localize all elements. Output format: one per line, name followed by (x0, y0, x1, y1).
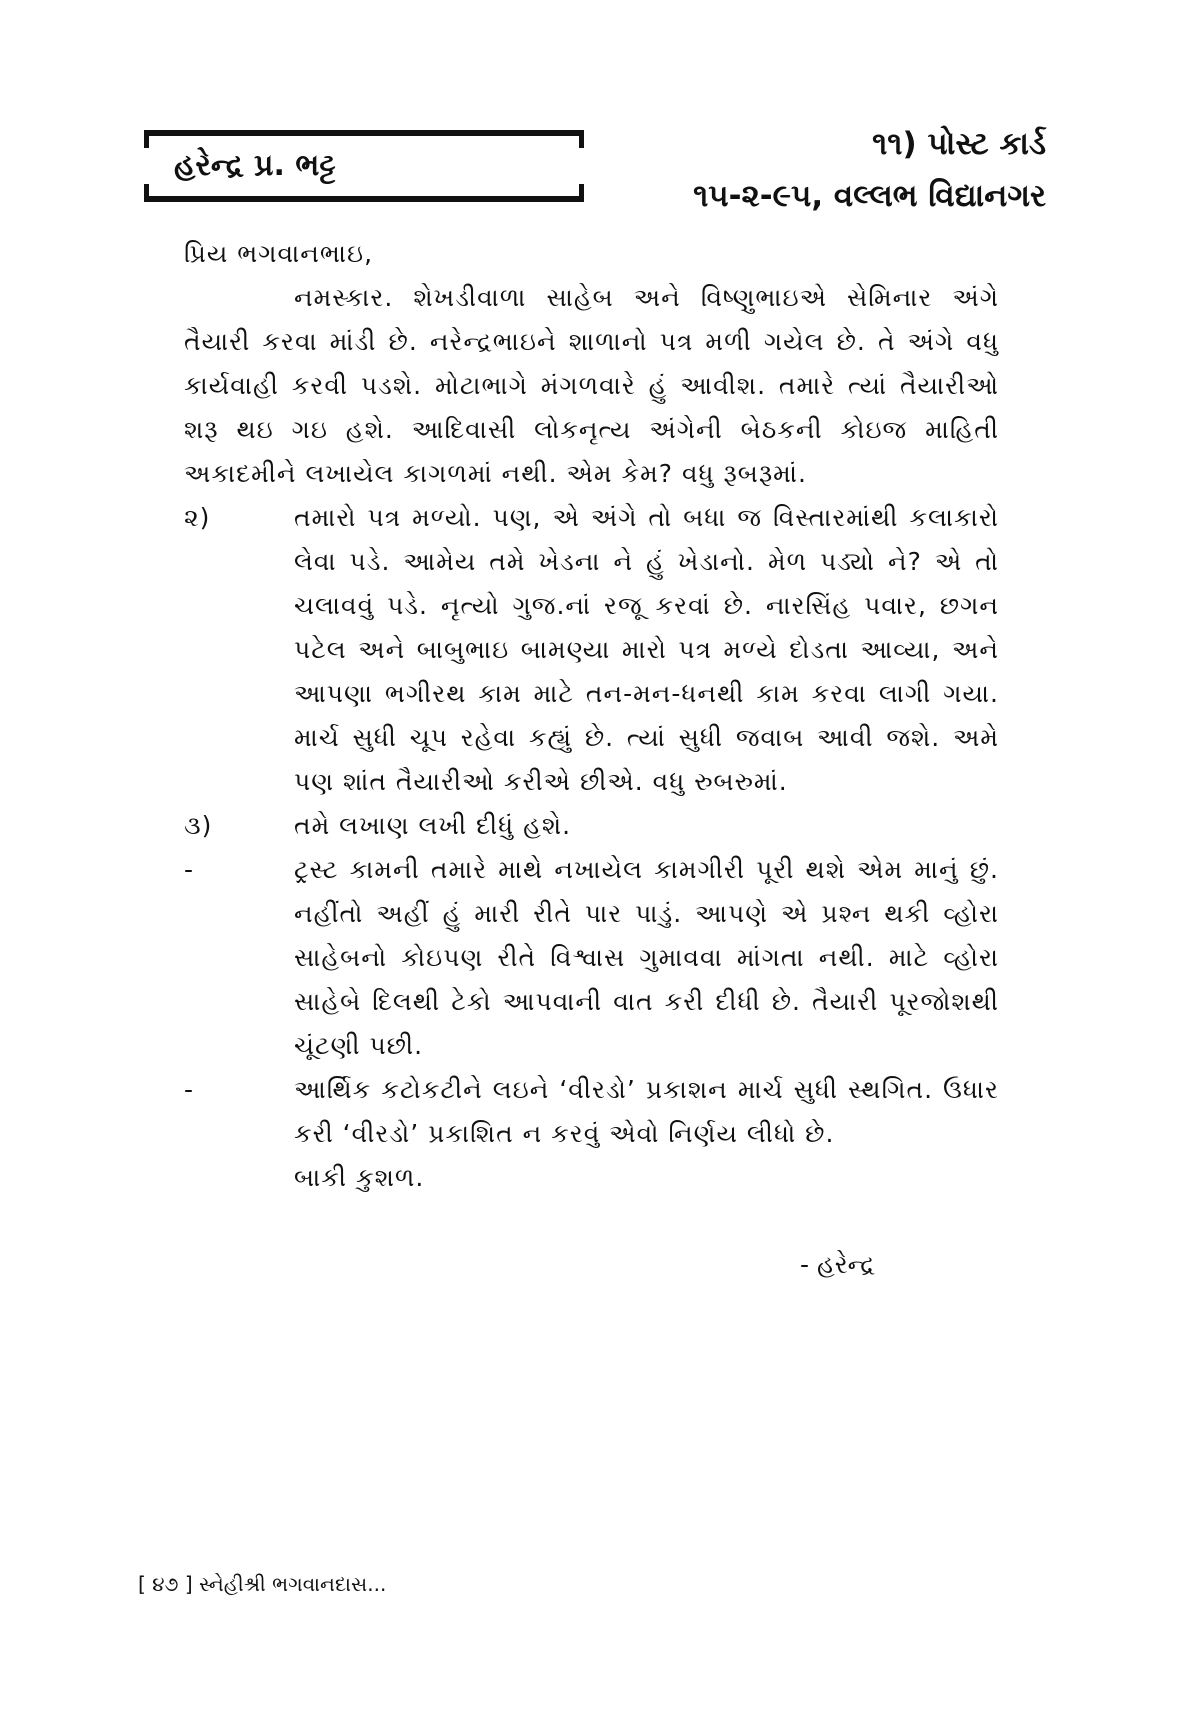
item-number: ૨) (184, 503, 211, 532)
letter-title: ૧૧) પોસ્ટ કાર્ડ (872, 126, 1046, 162)
author-box-top-rule (144, 130, 584, 136)
numbered-item (184, 496, 999, 804)
salutation: પ્રિય ભગવાનભાઇ, (184, 239, 374, 268)
letter-header (693, 118, 1046, 222)
numbered-item (184, 804, 999, 848)
bullet-dash: - (184, 855, 195, 884)
signature: - હરેન્દ્ર (800, 1250, 875, 1279)
page-footer: [ ૪૭ ] સ્નેહીશ્રી ભગવાનદાસ... (138, 1572, 387, 1596)
bullet-item (184, 848, 999, 1068)
item-text: તમે લખાણ લખી દીધું હશે. (294, 811, 572, 840)
letter-body (184, 232, 999, 1200)
author-box (144, 130, 584, 202)
author-box-corner (144, 130, 149, 148)
bullet-dash: - (184, 1075, 195, 1104)
author-box-corner (579, 130, 584, 148)
author-name: હરેન્દ્ર પ્ર. ભટ્ટ (174, 148, 336, 183)
item-text: તમારો પત્ર મળ્યો. પણ, એ અંગે તો બધા જ વિસ્તારમાંથી કલાકારો લેવા પડે. આમેય તમે ખેડના ને હું ખેડાનો. મેળ પડ્યો ને? એ તો ચલાવવું પડે. નૃત્યો ગુજ.નાં રજૂ કરવાં છે. નારસિંહ પવાર, છગન પટેલ અને બાબુભાઇ બામણ્યા મારો પત્ર મળ્યે દોડતા આવ્યા, અને આપણા ભગીરથ કામ માટે તન-મન-ધનથી કામ કરવા લાગી ગયા. માર્ચ સુધી ચૂપ રહેવા કહ્યું છે. ત્યાં સુધી જવાબ આવી જશે. અમે પણ શાંત તૈયારીઓ કરીએ છીએ. વધુ રુબરુમાં. (294, 503, 999, 796)
paragraph: નમસ્કાર. શેખડીવાળા સાહેબ અને વિષ્ણુભાઇએ સેમિનાર અંગે તૈયારી કરવા માંડી છે. નરેન્દ્રભાઇને શાળાનો પત્ર મળી ગયેલ છે. તે અંગે વધુ કાર્યવાહી કરવી પડશે. મોટાભાગે મંગળવારે હું આવીશ. તમારે ત્યાં તૈયારીઓ શરૂ થઇ ગઇ હશે. આદિવાસી લોકનૃત્ય અંગેની બેઠકની કોઇજ માહિતી અકાદમીને લખાયેલ કાગળમાં નથી. એમ કેમ? વધુ રૂબરૂમાં. (184, 283, 999, 488)
closing: બાકી કુશળ. (294, 1163, 425, 1192)
bullet-item (184, 1068, 999, 1156)
bullet-text: ટ્રસ્ટ કામની તમારે માથે નખાયેલ કામગીરી પૂરી થશે એમ માનું છું. નહીંતો અહીં હું મારી રીતે પાર પાડું. આપણે એ પ્રશ્ન થકી વ્હોરા સાહેબનો કોઇપણ રીતે વિશ્વાસ ગુમાવવા માંગતા નથી. માટે વ્હોરા સાહેબે દિલથી ટેકો આપવાની વાત કરી દીધી છે. તૈયારી પૂરજોશથી ચૂંટણી પછી. (294, 855, 999, 1060)
bullet-text: આર્થિક કટોકટીને લઇને ‘વીરડો’ પ્રકાશન માર્ચ સુધી સ્થગિત. ઉધાર કરી ‘વીરડો’ પ્રકાશિત ન કરવું એવો નિર્ણય લીધો છે. (294, 1075, 999, 1148)
author-box-bottom-rule (144, 196, 584, 202)
letter-date-place: ૧૫-૨-૯૫, વલ્લભ વિદ્યાનગર (693, 178, 1046, 214)
item-number: ૩) (184, 811, 213, 840)
